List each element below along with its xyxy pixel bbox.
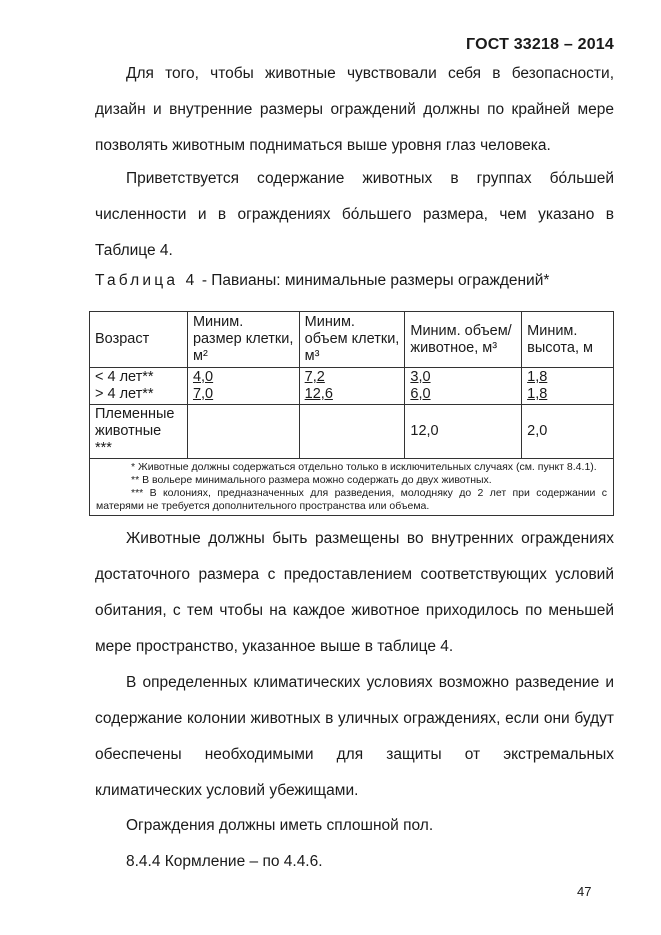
- footnote: ** В вольере минимального размера можно содержать до двух животных.: [131, 474, 492, 486]
- volume-per-animal-cell: [405, 405, 522, 459]
- paragraph: Для того, чтобы животные чувствовали себя в безопасности, дизайн и внутренние размеры ограждений должны по крайней мере позволять животным подниматься выше уровня глаз человека.: [95, 65, 614, 154]
- table-row: [90, 405, 614, 459]
- paragraph: В определенных климатических условиях возможно разведение и содержание колонии животных в уличных ограждениях, если они будут обеспечены необходимыми для защиты от экстремальных климатических условий убежищами.: [95, 674, 614, 799]
- paragraph: Животные должны быть размещены во внутренних ограждениях достаточного размера с предоставлением соответствующих условий обитания, с тем чтобы на каждое животное приходилось по меньшей мере пространство, указанное выше в таблице 4.: [95, 530, 614, 655]
- header-cell: Миним. высота, м: [522, 312, 614, 368]
- cell-value: 12,6: [304, 386, 333, 402]
- footnote: *** В колониях, предназначенных для разведения, молодняку до 2 лет при содержании с матерями не требуется дополнительного пространства или объема.: [96, 487, 607, 512]
- header-cell: Возраст: [90, 312, 188, 368]
- paragraph: Ограждения должны иметь сплошной пол.: [126, 817, 434, 834]
- table-header-row: [90, 312, 614, 368]
- cell-value: 7,0: [192, 386, 214, 402]
- header-cell: Миним. размер клетки, м²: [187, 312, 299, 368]
- cell-value: 1,8: [527, 369, 548, 385]
- cell-value: 1,8: [527, 386, 548, 402]
- cell-value: 12,0: [410, 423, 439, 439]
- age-cell: [90, 368, 188, 405]
- table-caption-text: - Павианы: минимальные размеры ограждений*: [197, 272, 550, 289]
- cage-volume-cell: [299, 405, 405, 459]
- cage-size-cell: [187, 368, 299, 405]
- document-header: ГОСТ 33218 – 2014: [466, 36, 614, 53]
- height-cell: [522, 368, 614, 405]
- footnotes-cell: [90, 459, 614, 516]
- cage-volume-cell: [299, 368, 405, 405]
- cell-value: 7,2: [304, 369, 325, 385]
- dimensions-table: [89, 311, 614, 516]
- cell-value: 6,0: [410, 386, 431, 402]
- cell-value: 3,0: [410, 369, 431, 385]
- cell-value: Племенные животные ***: [95, 406, 175, 456]
- footnote: * Животные должны содержаться отдельно только в исключительных случаях (см. пункт 8.4.1).: [131, 461, 597, 473]
- header-cell: Миним. объем клетки, м³: [299, 312, 405, 368]
- table-footnotes-row: [90, 459, 614, 516]
- section-heading: 8.4.4 Кормление – по 4.4.6.: [126, 853, 323, 870]
- cage-size-cell: [187, 405, 299, 459]
- table-row: [90, 368, 614, 405]
- page-number: 47: [577, 884, 592, 899]
- header-cell: Миним. объем/ животное, м³: [405, 312, 522, 368]
- paragraph: Приветствуется содержание животных в группах бо́льшей численности и в ограждениях бо́льшего размера, чем указано в Таблице 4.: [95, 170, 614, 259]
- cell-value: < 4 лет**: [95, 369, 154, 385]
- volume-per-animal-cell: [405, 368, 522, 405]
- table-caption-label: Таблица 4: [95, 272, 198, 289]
- table-caption: [95, 272, 549, 290]
- height-cell: [522, 405, 614, 459]
- cell-value: 2,0: [527, 423, 548, 439]
- age-cell: [90, 405, 188, 459]
- cell-value: > 4 лет**: [95, 386, 154, 402]
- cell-value: 4,0: [192, 369, 214, 385]
